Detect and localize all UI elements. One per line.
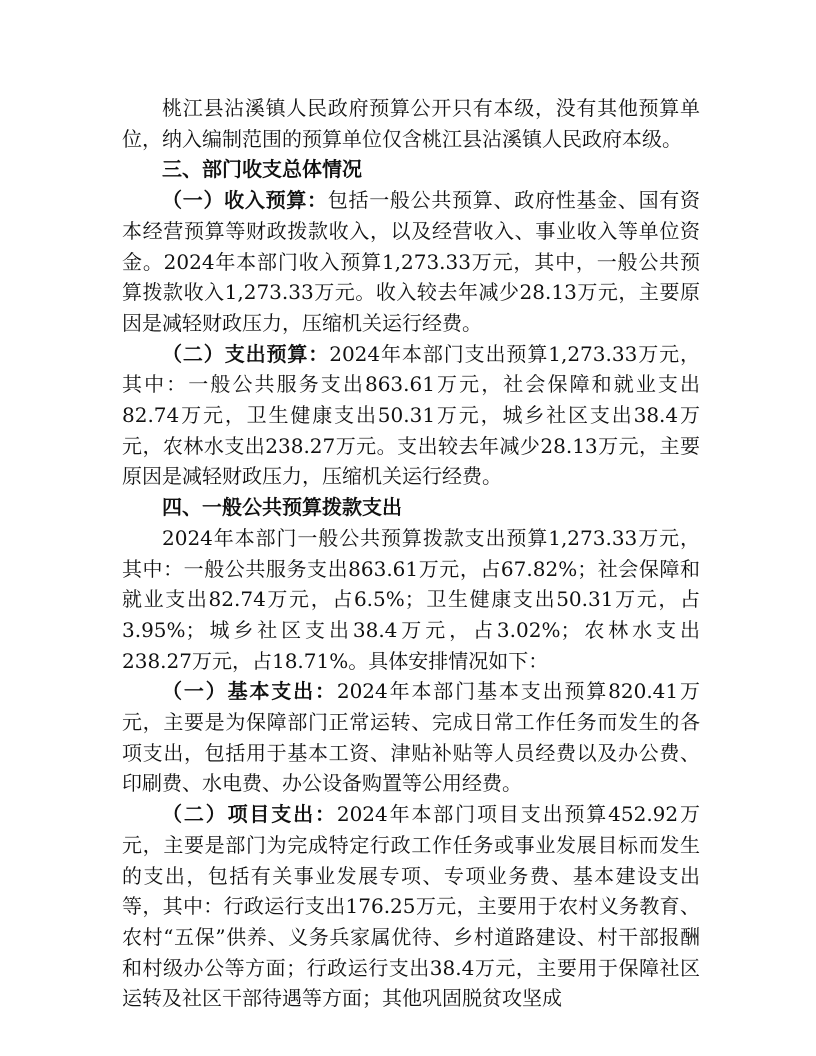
paragraph-text: 2024年本部门项目支出预算452.92万元，主要是部门为完成特定行政工作任务或事业发展目标而发生的支出，包括有关事业发展专项、专项业务费、基本建设支出等，其中：行政运行支出176.25万元，主要用于农村义务教育、农村“五保”供养、义务兵家属优待、乡村道路建设、村干部报酬和村级办公等方面；行政运行支出38.4万元，主要用于保障社区运转及社区干部待遇等方面；其他巩固脱贫攻坚成 [122, 802, 700, 1011]
paragraph-budget-scope [122, 93, 700, 154]
paragraph-text: 2024年本部门支出预算1,273.33万元，其中：一般公共服务支出863.61万元，社会保障和就业支出82.74万元，卫生健康支出50.31万元，城乡社区支出38.4万元，农林水支出238.27万元。支出较去年减少28.13万元，主要原因是减轻财政压力，压缩机关运行经费。 [122, 341, 700, 489]
paragraph-text: 桃江县沾溪镇人民政府预算公开只有本级，没有其他预算单位，纳入编制范围的预算单位仅含桃江县沾溪镇人民政府本级。 [122, 96, 700, 151]
paragraph-text: 2024年本部门一般公共预算拨款支出预算1,273.33万元，其中：一般公共服务支出863.61万元，占67.82%；社会保障和就业支出82.74万元，占6.5%；卫生健康支出50.31万元，占3.95%；城乡社区支出38.4万元，占3.02%；农林水支出238.27万元，占18.71%。具体安排情况如下： [122, 525, 700, 673]
section-heading-overview: 三、部门收支总体情况 [162, 157, 362, 182]
paragraph-lead: （二）支出预算： [162, 341, 330, 366]
document-page [122, 93, 700, 1014]
paragraph-basic-expenditure [122, 676, 700, 799]
paragraph-text: 包括一般公共预算、政府性基金、国有资本经营预算等财政拨款收入，以及经营收入、事业收入等单位资金。2024年本部门收入预算1,273.33万元，其中，一般公共预算拨款收入1,273.33万元。收入较去年减少28.13万元，主要原因是减轻财政压力，压缩机关运行经费。 [122, 188, 701, 335]
paragraph-project-expenditure [122, 799, 700, 1014]
section-heading-general-budget: 四、一般公共预算拨款支出 [162, 495, 402, 520]
paragraph-general-budget-summary [122, 523, 700, 677]
paragraph-income-budget [122, 185, 700, 339]
paragraph-lead: （二）项目支出： [162, 802, 337, 827]
paragraph-expenditure-budget [122, 339, 700, 493]
paragraph-lead: （一）收入预算： [162, 188, 328, 213]
paragraph-text: 2024年本部门基本支出预算820.41万元，主要是为保障部门正常运转、完成日常工作任务而发生的各项支出，包括用于基本工资、津贴补贴等人员经费以及办公费、印刷费、水电费、办公设备购置等公用经费。 [122, 679, 700, 796]
paragraph-lead: （一）基本支出： [162, 679, 337, 704]
